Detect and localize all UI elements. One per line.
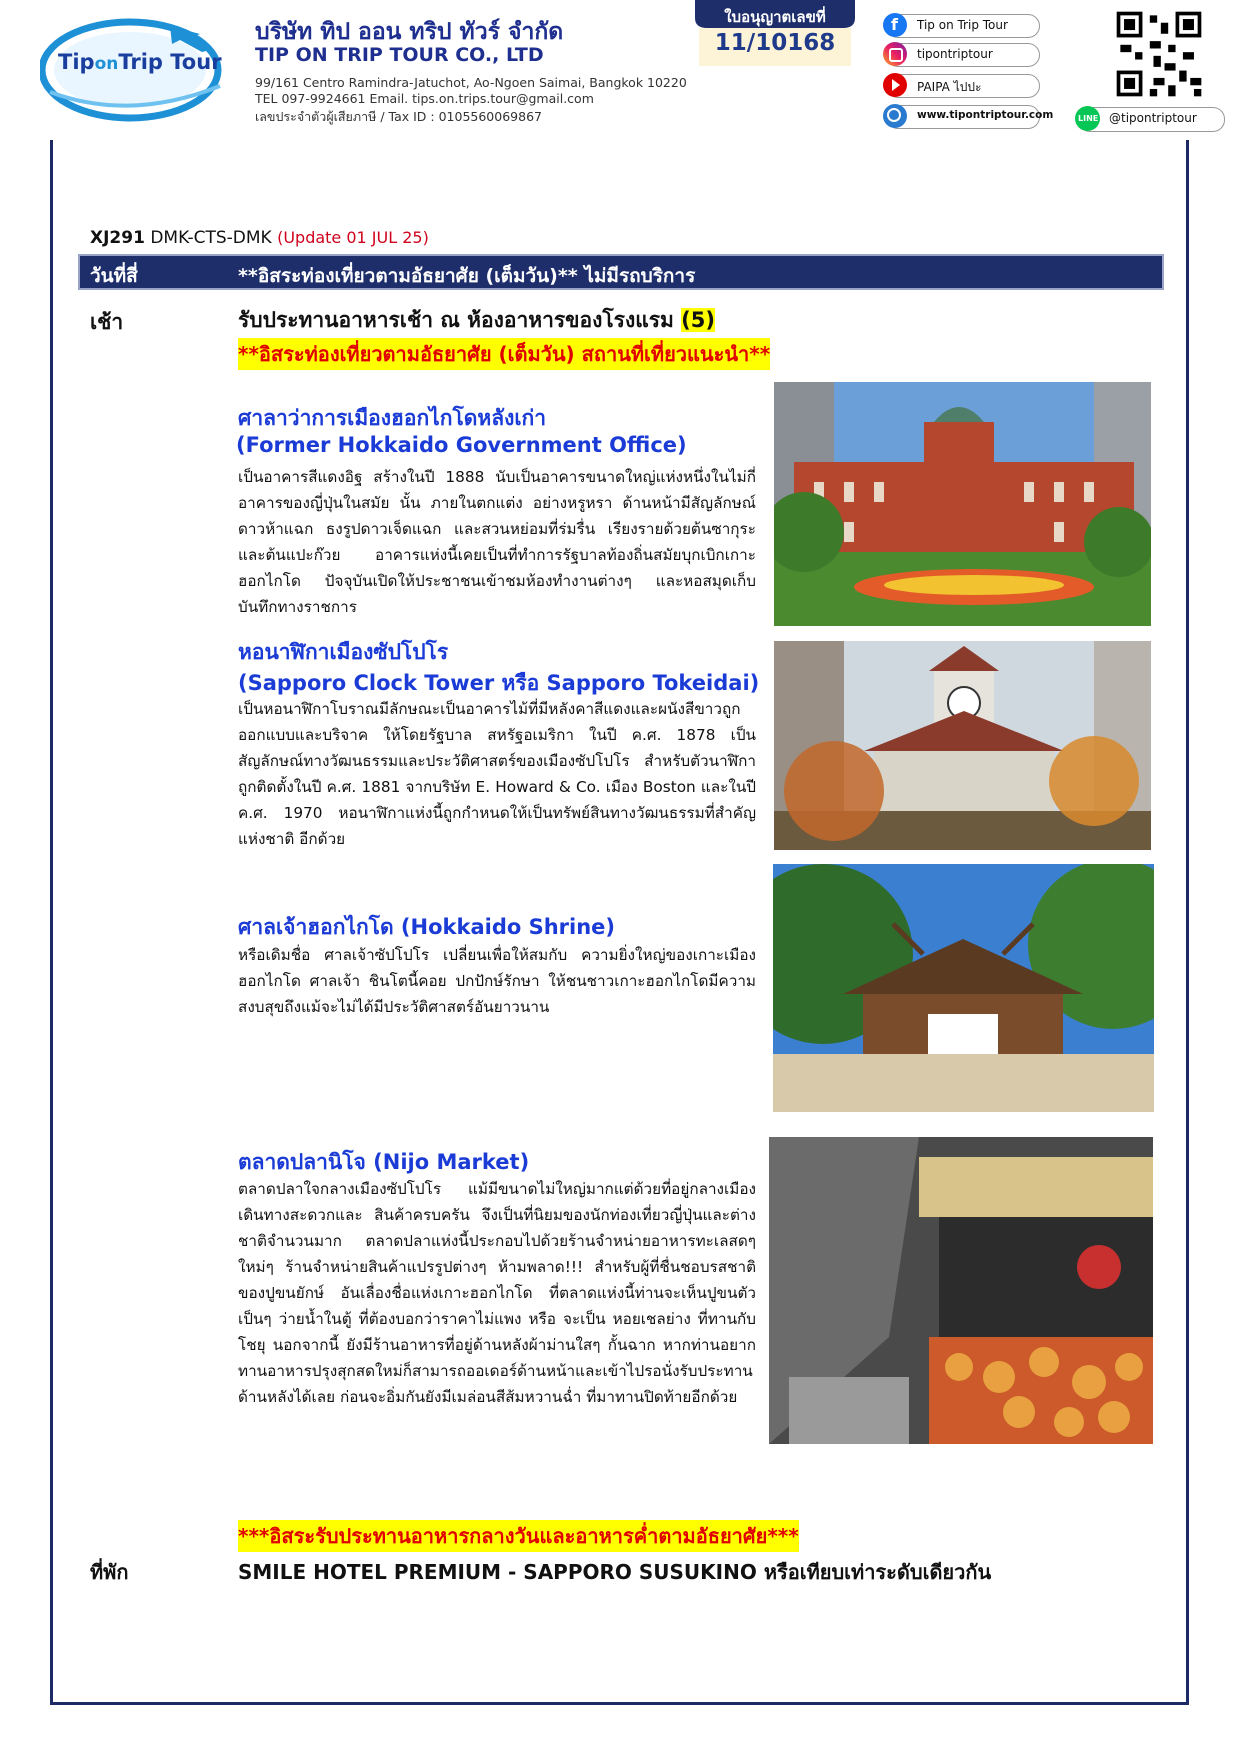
facebook-label: Tip on Trip Tour xyxy=(917,18,1008,32)
photo-hokkaido-shrine xyxy=(773,864,1154,1112)
company-name-english: TIP ON TRIP TOUR CO., LTD xyxy=(255,44,544,66)
photo-government-office xyxy=(774,382,1151,626)
attraction-description: เป็นหอนาฬิกาโบราณมีลักษณะเป็นอาคารไม้ที่มีหลังคาสีแดงและผนังสีขาวถูกออกแบบและบริจาค ให้โดยรัฐบาล สหรัฐอเมริกา ในปี ค.ศ. 1878 เป็นสัญลักษณ์ทางวัฒนธรรมและประวัติศาสตร์ของเมืองซัปโปโร สำหรับตัวนาฬิกาถูกติดตั้งในปี ค.ศ. 1881 จากบริษัท E. Howard & Co. เมือง Boston และในปี ค.ศ. 1970 หอนาฬิกาแห่งนี้ถูกกำหนดให้เป็นทรัพย์สินทางวัฒนธรรมที่สำคัญแห่งชาติ อีกด้วย xyxy=(238,700,756,848)
meal-free-notice: ***อิสระรับประทานอาหารกลางวันและอาหารค่ำตามอัธยาศัย*** xyxy=(238,1520,799,1552)
attraction-title-en: (Sapporo Clock Tower หรือ Sapporo Tokeidai) xyxy=(238,671,760,695)
permit-label: ใบอนุญาตเลขที่ xyxy=(724,8,826,26)
youtube-link[interactable] xyxy=(886,74,1040,98)
photo-clock-tower xyxy=(774,641,1151,850)
qr-code[interactable] xyxy=(1113,8,1205,100)
company-address: 99/161 Centro Ramindra-Jatuchot, Ao-Ngoen Saimai, Bangkok 10220 xyxy=(255,75,687,90)
breakfast-count: (5) xyxy=(681,308,715,332)
breakfast-text xyxy=(238,304,715,337)
youtube-label: PAIPA ไปปะ xyxy=(917,80,982,94)
instagram-label: tipontriptour xyxy=(917,47,993,61)
stay-label: ที่พัก xyxy=(90,1560,129,1584)
tour-code-line xyxy=(90,228,429,248)
globe-icon xyxy=(883,104,907,128)
line-label: @tipontriptour xyxy=(1109,111,1197,125)
attraction-title: ตลาดปลานิโจ (Nijo Market) xyxy=(238,1150,530,1174)
day-label: วันที่สี่ xyxy=(90,265,138,287)
update-date: (Update 01 JUL 25) xyxy=(277,228,429,247)
company-name-thai: บริษัท ทิป ออน ทริป ทัวร์ จำกัด xyxy=(255,19,564,45)
company-tax-id: เลขประจำตัวผู้เสียภาษี / Tax ID : 0105560069867 xyxy=(255,109,542,124)
tour-route: DMK-CTS-DMK xyxy=(150,228,272,248)
page-frame-left xyxy=(50,140,53,1705)
instagram-icon xyxy=(883,42,907,66)
youtube-icon xyxy=(883,73,907,97)
attraction-title-en: (Former Hokkaido Government Office) xyxy=(236,433,687,457)
attraction-title-thai: หอนาฬิกาเมืองซัปโปโร xyxy=(238,640,449,664)
website-link[interactable] xyxy=(886,105,1054,129)
attraction-title: ศาลเจ้าฮอกไกโด (Hokkaido Shrine) xyxy=(238,915,616,939)
instagram-link[interactable] xyxy=(886,43,1040,67)
page-frame-right xyxy=(1186,140,1189,1705)
meal-label-morning: เช้า xyxy=(90,310,124,334)
hotel-suffix: หรือเทียบเท่าระดับเดียวกัน xyxy=(763,1560,992,1584)
day-title: **อิสระท่องเที่ยวตามอัธยาศัย (เต็มวัน)** ไม่มีรถบริการ xyxy=(238,265,696,287)
hotel-name: SMILE HOTEL PREMIUM - SAPPORO SUSUKINO xyxy=(238,1560,757,1584)
company-contact: TEL 097-9924661 Email. tips.on.trips.tour@gmail.com xyxy=(255,91,594,106)
website-label: www.tipontriptour.com xyxy=(917,109,1054,121)
attraction-title-thai: ศาลาว่าการเมืองฮอกไกโดหลังเก่า xyxy=(238,406,547,430)
attraction-description: หรือเดิมชื่อ ศาลเจ้าซัปโปโร เปลี่ยนเพื่อให้สมกับ ความยิ่งใหญ่ของเกาะเมืองฮอกไกโด ศาลเจ้า ชินโตนี้คอย ปกปักษ์รักษา ให้ชนชาวเกาะฮอกไกโดมีความสงบสุขถึงแม้จะไม่ได้มีประวัติศาสตร์อันยาวนาน xyxy=(238,946,756,1016)
facebook-link[interactable] xyxy=(886,14,1040,38)
line-icon: LINE xyxy=(1075,106,1100,131)
free-day-text: **อิสระท่องเที่ยวตามอัธยาศัย (เต็มวัน) สถานที่เที่ยวแนะนำ** xyxy=(238,338,770,370)
breakfast-label: รับประทานอาหารเช้า ณ ห้องอาหารของโรงแรม xyxy=(238,308,674,332)
tour-code: XJ291 xyxy=(90,228,145,248)
facebook-icon: f xyxy=(883,13,907,37)
hotel-info xyxy=(238,1556,991,1588)
photo-nijo-market xyxy=(769,1137,1153,1444)
line-link[interactable] xyxy=(1078,107,1225,132)
attraction-description: เป็นอาคารสีแดงอิฐ สร้างในปี 1888 นับเป็นอาคารขนาดใหญ่แห่งหนึ่งในไม่กี่อาคารของญี่ปุ่นในสมัย นั้น ภายในตกแต่ง อย่างหรูหรา ด้านหน้ามีสัญลักษณ์ดาวห้าแฉก ธงรูปดาวเจ็ดแฉก และสวนหย่อมที่ร่มรื่น เรียงรายด้วยต้นซากุระ และต้นแปะก๊วย อาคารแห่งนี้เคยเป็นที่ทำการรัฐบาลท้องถิ่นสมัยบุกเบิกเกาะฮอกไกโด ปัจจุบันเปิดให้ประชาชนเข้าชมห้องทำงานต่างๆ และหอสมุดเก็บบันทึกทางราชการ xyxy=(238,468,756,616)
company-logo xyxy=(40,12,250,122)
permit-number: 11/10168 xyxy=(714,30,836,56)
attraction-description: ตลาดปลาใจกลางเมืองซัปโปโร แม้มีขนาดไม่ใหญ่มากแต่ด้วยที่อยู่กลางเมือง เดินทางสะดวกและ สินค้าครบครัน จึงเป็นที่นิยมของนักท่องเที่ยวญี่ปุ่นและต่างชาติจำนวนมาก ตลาดปลาแห่งนี้ประกอบไปด้วยร้านจำหน่ายอาหารทะเลสดๆ ใหม่ๆ ร้านจำหน่ายสินค้าแปรรูปต่างๆ ห้ามพลาด!!! สำหรับผู้ที่ชื่นชอบรสชาติของปูขนยักษ์ อันเลื่องชื่อแห่งเกาะฮอกไกโด ที่ตลาดแห่งนี้ท่านจะเห็นปูขนตัวเป็นๆ ว่ายน้ำในตู้ ที่ต้องบอกว่าราคาไม่แพง หรือ จะเป็น หอยเชลย่าง ที่ทานกับโชยุ นอกจากนี้ ยังมีร้านอาหารที่อยู่ด้านหลังผ้าม่านใสๆ กั้นฉาก หากท่านอยากทานอาหารปรุงสุกสดใหม่ก็สามารถออเดอร์ด้านหน้าและเข้าไปรอนั่งรับประทานด้านหลังได้เลย ก่อนจะอิ่มกันยังมีเมล่อนสีส้มหวานฉ่ำ ที่มาทานปิดท้ายอีกด้วย xyxy=(238,1180,756,1406)
page-frame-bottom xyxy=(50,1702,1189,1705)
logo-text: TiponTrip Tour xyxy=(58,50,222,74)
